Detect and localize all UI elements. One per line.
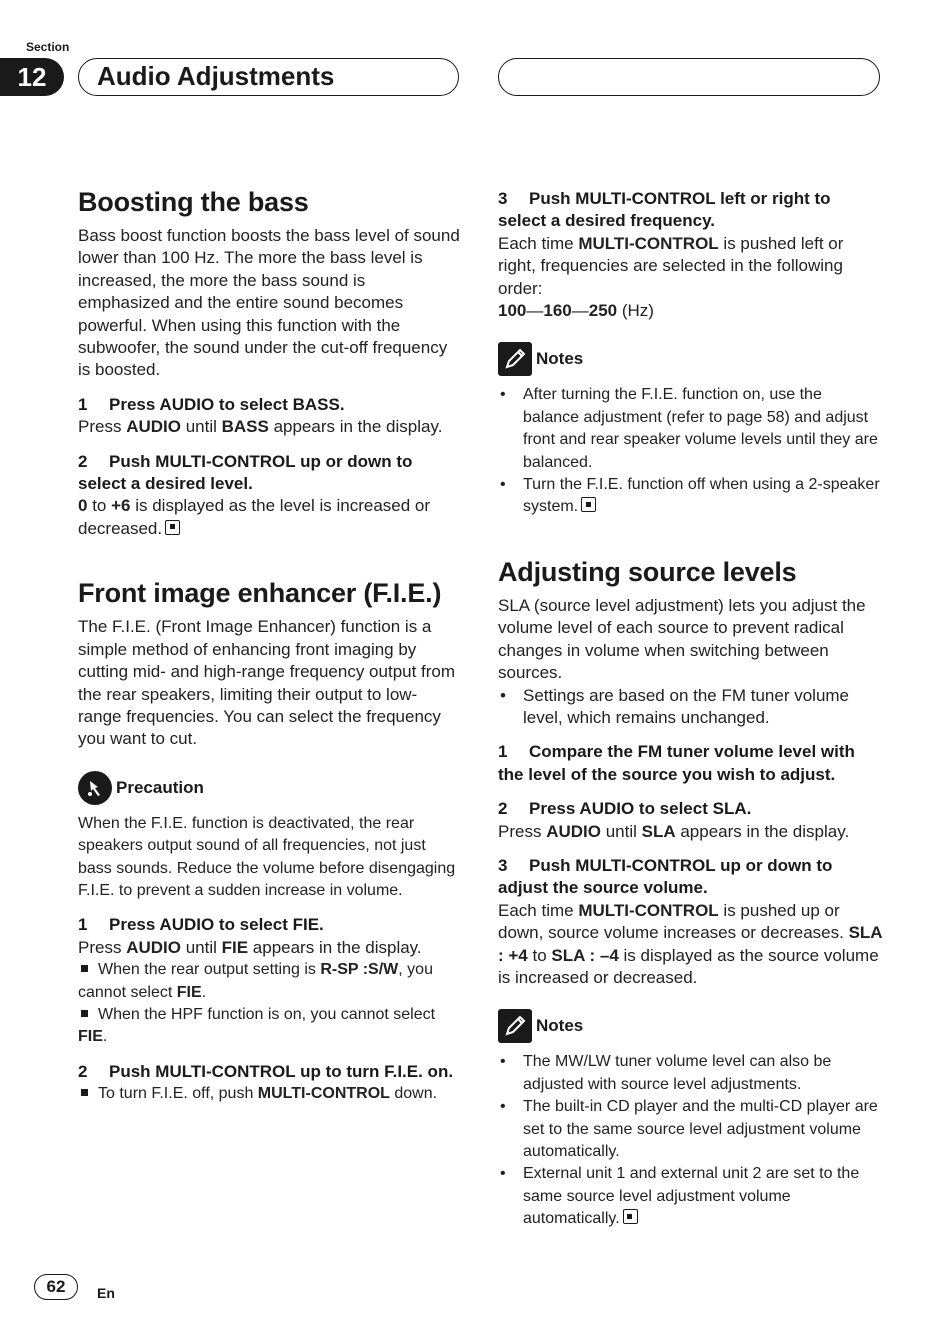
- text: External unit 1 and external unit 2 are set to the same source level adjustment volume automatically.: [523, 1165, 860, 1228]
- step-number: 1: [498, 742, 508, 762]
- text-bold: SLA : –4: [551, 945, 619, 965]
- list-item: • Settings are based on the FM tuner volume level, which remains unchanged.: [498, 685, 882, 730]
- language-code: En: [97, 1285, 115, 1301]
- text: appears in the display.: [675, 821, 850, 841]
- text-bold: SLA: [641, 821, 676, 841]
- text: until: [600, 821, 642, 841]
- text: appears in the display.: [268, 417, 443, 437]
- fie-notes-list: [498, 384, 882, 518]
- text: .: [102, 1028, 108, 1046]
- fie-sub-note-3: [78, 1083, 460, 1105]
- text-bold: FIE: [78, 1028, 103, 1046]
- sla-step-1: [498, 741, 882, 786]
- step-number: 3: [498, 855, 508, 875]
- text: is displayed as the source volume is increased or decreased.: [498, 945, 879, 987]
- bass-step-2-body: [78, 495, 460, 540]
- text: Press: [498, 821, 547, 841]
- fie-step-3-body: [498, 233, 882, 300]
- step-title: Push MULTI-CONTROL up or down to select a desired level.: [78, 451, 413, 494]
- page-number: 62: [34, 1274, 78, 1300]
- step-title: Push MULTI-CONTROL up or down to adjust the source volume.: [498, 855, 833, 898]
- bass-step-1-body: [78, 416, 460, 438]
- sla-notes-header: [498, 1009, 882, 1043]
- text: appears in the display.: [248, 937, 422, 957]
- precaution-text: When the F.I.E. function is deactivated, the rear speakers output sound of all frequencies, not just bass sounds. Reduce the volume before disengaging F.I.E. to prevent a sudden increase in volume.: [78, 814, 456, 899]
- step-number: 1: [78, 394, 88, 414]
- text-bold: BASS: [221, 417, 269, 437]
- fie-step-1: [78, 914, 460, 936]
- text-bold: R-SP :S/W: [320, 961, 399, 979]
- text: down.: [389, 1085, 438, 1103]
- text: is pushed left or right, frequencies are selected in the following order:: [498, 233, 844, 298]
- sla-step-3-body: [498, 900, 882, 990]
- end-mark-icon: [623, 1209, 638, 1224]
- text-bold: AUDIO: [126, 417, 181, 437]
- text-bold: MULTI-CONTROL: [257, 1085, 390, 1103]
- notes-pencil-icon: [498, 342, 532, 376]
- left-column: [78, 185, 460, 1106]
- sla-notes-list: [498, 1051, 882, 1230]
- fie-step-3: [498, 188, 882, 233]
- section-title: Audio Adjustments: [78, 58, 459, 96]
- notes-label: Notes: [536, 1016, 584, 1036]
- sla-bullets: [498, 685, 882, 730]
- end-mark-icon: [165, 520, 180, 535]
- notes-label: Notes: [536, 349, 584, 369]
- step-number: 1: [78, 915, 88, 935]
- text: is displayed as the level is increased or decreased.: [78, 496, 431, 538]
- text-bold: AUDIO: [546, 821, 601, 841]
- fie-step-2: [78, 1061, 460, 1083]
- step-title: Press AUDIO to select SLA.: [529, 799, 752, 819]
- fie-sub-note-1: [78, 959, 460, 1004]
- sla-step-2: [498, 798, 882, 820]
- text-bold: FIE: [176, 983, 202, 1001]
- text: is pushed up or down, source volume increases or decreases.: [498, 900, 844, 943]
- text-bold: 0: [78, 496, 88, 516]
- step-title: Push MULTI-CONTROL left or right to select a desired frequency.: [498, 189, 831, 231]
- step-title: Press AUDIO to select BASS.: [109, 394, 345, 414]
- list-item: • The built-in CD player and the multi-CD player are set to the same source level adjustment volume automatically.: [498, 1096, 882, 1163]
- header-right-frame: [498, 58, 880, 96]
- freq-separator: —: [571, 301, 589, 321]
- sla-heading: Adjusting source levels: [498, 556, 797, 587]
- text: until: [180, 937, 222, 957]
- text: Each time: [498, 900, 579, 920]
- list-item: [498, 1163, 882, 1230]
- text: When the rear output setting is: [98, 961, 321, 979]
- step-title: Press AUDIO to select FIE.: [109, 915, 324, 935]
- bass-step-2: [78, 451, 460, 496]
- bass-heading: Boosting the bass: [78, 187, 309, 217]
- step-title: Compare the FM tuner volume level with the level of the source you wish to adjust.: [498, 742, 855, 784]
- step-title: Push MULTI-CONTROL up to turn F.I.E. on.: [109, 1061, 454, 1081]
- text: Press: [78, 937, 127, 957]
- precaution-icon: [78, 771, 112, 805]
- text: To turn F.I.E. off, push: [98, 1085, 258, 1103]
- fie-notes-header: [498, 342, 882, 376]
- text: Each time: [498, 233, 579, 253]
- fie-step-1-body: [78, 937, 460, 959]
- right-column: [498, 188, 882, 1231]
- square-bullet-icon: [81, 1010, 88, 1017]
- step-number: 3: [498, 189, 508, 208]
- text-bold: SLA : +4: [498, 923, 882, 965]
- text: Press: [78, 417, 127, 437]
- square-bullet-icon: [81, 965, 88, 972]
- text: Turn the F.I.E. function off when using a 2-speaker system.: [523, 476, 880, 516]
- text: .: [201, 983, 207, 1001]
- text: to: [527, 945, 552, 965]
- precaution-label: Precaution: [116, 777, 204, 797]
- sla-intro: SLA (source level adjustment) lets you adjust the volume level of each source to prevent radical changes in volume when switching between sources.: [498, 595, 866, 683]
- notes-pencil-icon: [498, 1009, 532, 1043]
- end-mark-icon: [581, 497, 596, 512]
- text-bold: +6: [111, 496, 131, 516]
- precaution-header: [78, 771, 460, 805]
- text: until: [180, 417, 222, 437]
- freq-value: 160: [543, 301, 572, 321]
- section-number: 12: [0, 58, 64, 96]
- text: , you cannot select: [78, 961, 433, 1001]
- frequency-order: [498, 300, 882, 322]
- freq-unit: (Hz): [617, 301, 654, 321]
- sla-step-2-body: [498, 821, 882, 843]
- freq-value: 250: [588, 301, 618, 321]
- text-bold: MULTI-CONTROL: [578, 233, 719, 253]
- bass-step-1: [78, 394, 460, 416]
- list-item: • After turning the F.I.E. function on, use the balance adjustment (refer to page 58) and adjust front and rear speaker volume levels until they are balanced.: [498, 384, 882, 474]
- fie-heading: Front image enhancer (F.I.E.): [78, 578, 442, 609]
- text-bold: FIE: [221, 937, 249, 957]
- freq-separator: —: [526, 301, 544, 321]
- step-number: 2: [78, 451, 88, 471]
- text: When the HPF function is on, you cannot select: [98, 1005, 436, 1023]
- sla-step-3: [498, 855, 882, 900]
- text-bold: MULTI-CONTROL: [578, 900, 719, 920]
- step-number: 2: [78, 1061, 88, 1081]
- fie-sub-note-2: [78, 1004, 460, 1049]
- freq-value: 100: [498, 301, 527, 321]
- bass-intro: Bass boost function boosts the bass level of sound lower than 100 Hz. The more the bass level is increased, the more the bass sound is emphasized and the entire sound becomes powerful. When using this function with the subwoofer, the sound under the cut-off frequency is boosted.: [78, 226, 460, 380]
- list-item: • The MW/LW tuner volume level can also be adjusted with source level adjustments.: [498, 1051, 882, 1096]
- text: to: [87, 496, 112, 516]
- section-label: Section: [26, 40, 70, 54]
- square-bullet-icon: [81, 1089, 88, 1096]
- step-number: 2: [498, 799, 508, 819]
- text-bold: AUDIO: [126, 937, 181, 957]
- list-item: [498, 474, 882, 519]
- fie-intro: The F.I.E. (Front Image Enhancer) function is a simple method of enhancing front imaging by cutting mid- and high-range frequency output from the rear speakers, limiting their output to low-range frequencies. You can select the frequency you want to cut.: [78, 617, 456, 749]
